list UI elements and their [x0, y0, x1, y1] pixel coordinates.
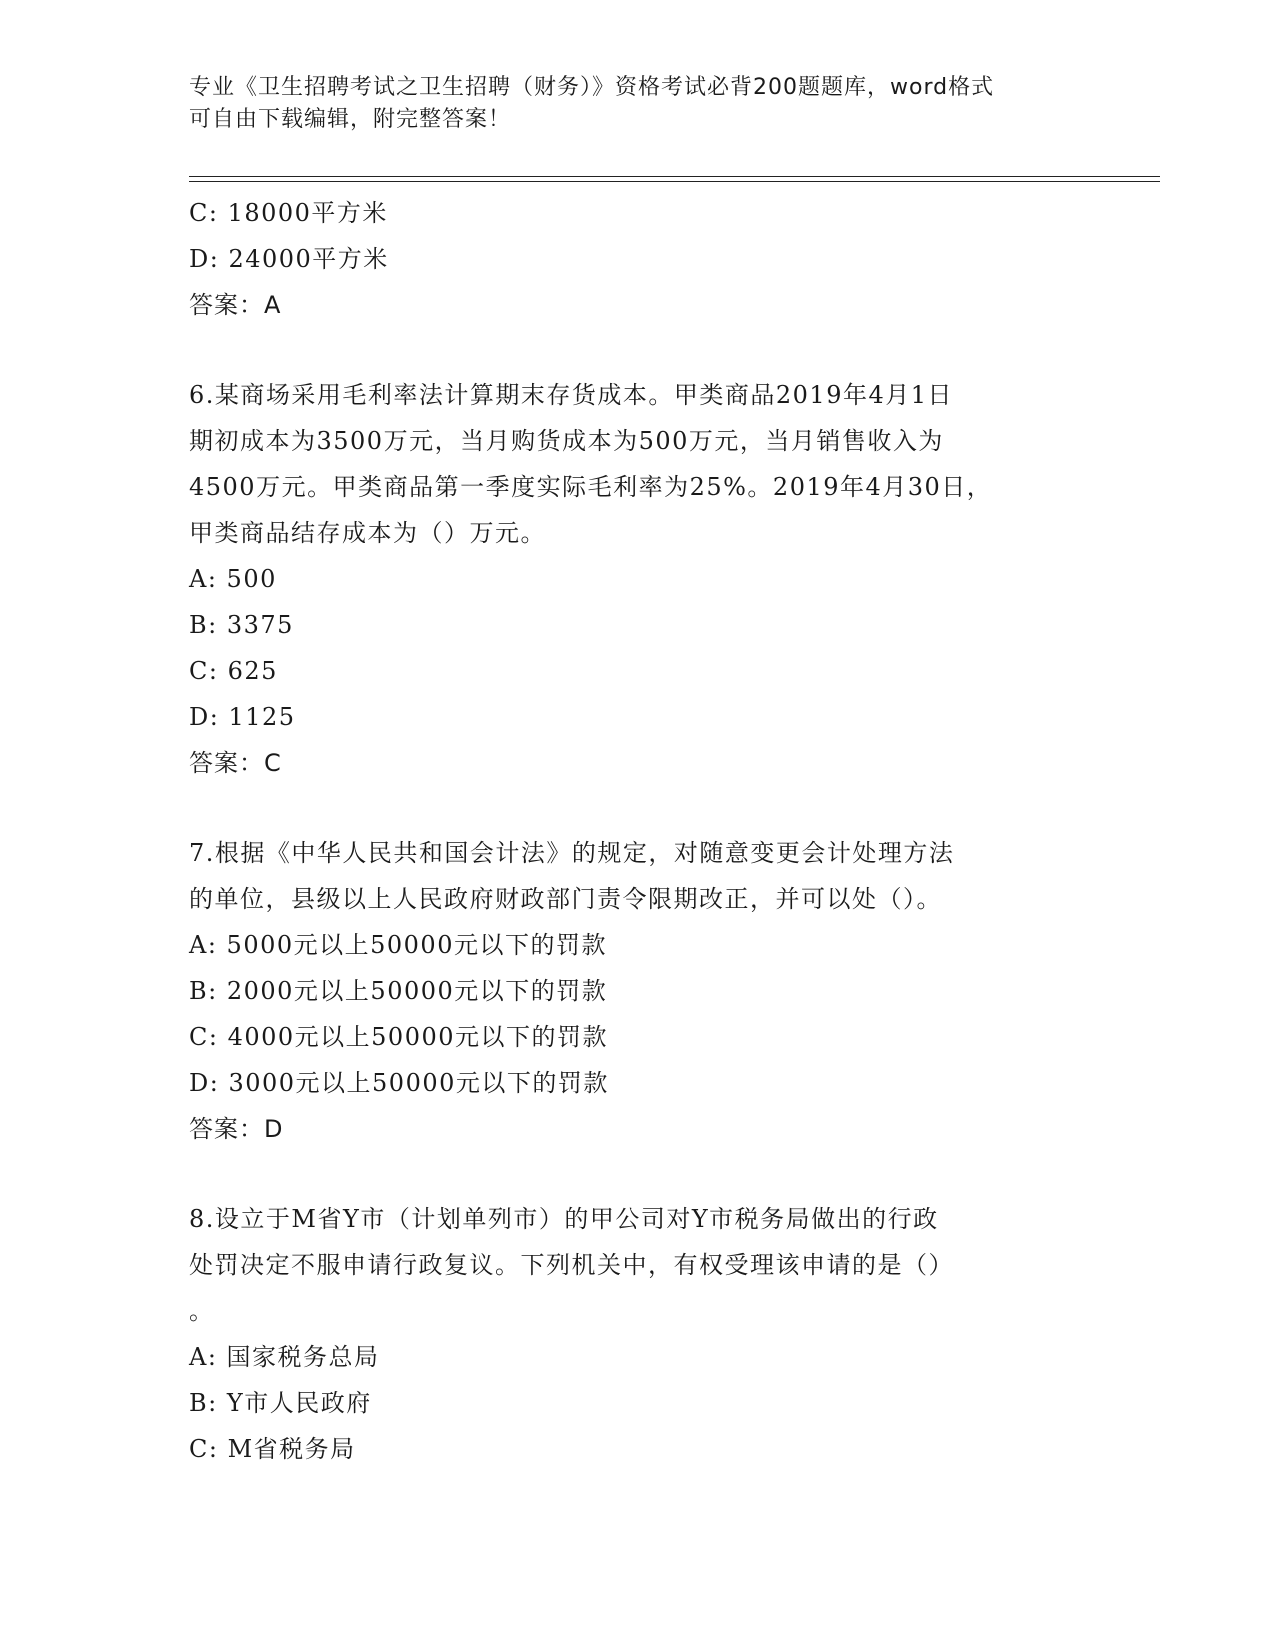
question-stem-line: 的单位，县级以上人民政府财政部门责令限期改正，并可以处（）。 [189, 885, 942, 913]
document-header [189, 72, 1089, 136]
question-8 [189, 1196, 1089, 1472]
question-stem-line: 8.设立于M省Y市（计划单列市）的甲公司对Y市税务局做出的行政 [189, 1205, 939, 1233]
spacer [189, 328, 1089, 372]
option-a: A: 5000元以上50000元以下的罚款 [189, 931, 607, 959]
question-stem-line: 6.某商场采用毛利率法计算期末存货成本。甲类商品2019年4月1日 [189, 381, 954, 409]
question-6 [189, 372, 1089, 786]
question-stem-line: 处罚决定不服申请行政复议。下列机关中，有权受理该申请的是（） [189, 1251, 954, 1279]
option-b: B: 3375 [189, 611, 294, 639]
header-divider-top [189, 176, 1160, 177]
option-c: C: M省税务局 [189, 1435, 356, 1463]
question-stem-line: 4500万元。甲类商品第一季度实际毛利率为25%。2019年4月30日， [189, 473, 993, 501]
question-stem-line: 甲类商品结存成本为（）万元。 [189, 519, 546, 547]
spacer [189, 786, 1089, 830]
answer: 答案：D [189, 1115, 284, 1143]
question-5 [189, 190, 1089, 328]
option-d: D: 24000平方米 [189, 245, 389, 273]
option-b: B: 2000元以上50000元以下的罚款 [189, 977, 608, 1005]
option-c: C: 4000元以上50000元以下的罚款 [189, 1023, 609, 1051]
spacer [189, 1152, 1089, 1196]
question-stem-line: 期初成本为3500万元，当月购货成本为500万元，当月销售收入为 [189, 427, 944, 455]
question-stem-line: 。 [189, 1297, 215, 1325]
option-d: D: 1125 [189, 703, 296, 731]
answer: 答案：A [189, 291, 282, 319]
question-7 [189, 830, 1089, 1152]
option-a: A: 500 [189, 565, 277, 593]
option-a: A: 国家税务总局 [189, 1343, 380, 1371]
header-title-line-1: 专业《卫生招聘考试之卫生招聘（财务）》资格考试必背200题题库，word格式 [189, 75, 995, 100]
header-title-line-2: 可自由下载编辑，附完整答案！ [189, 107, 512, 132]
option-b: B: Y市人民政府 [189, 1389, 372, 1417]
question-stem-line: 7.根据《中华人民共和国会计法》的规定，对随意变更会计处理方法 [189, 839, 955, 867]
answer: 答案：C [189, 749, 282, 777]
option-c: C: 18000平方米 [189, 199, 388, 227]
option-d: D: 3000元以上50000元以下的罚款 [189, 1069, 609, 1097]
header-divider-bottom [189, 181, 1160, 182]
option-c: C: 625 [189, 657, 278, 685]
question-list [189, 190, 1089, 1472]
